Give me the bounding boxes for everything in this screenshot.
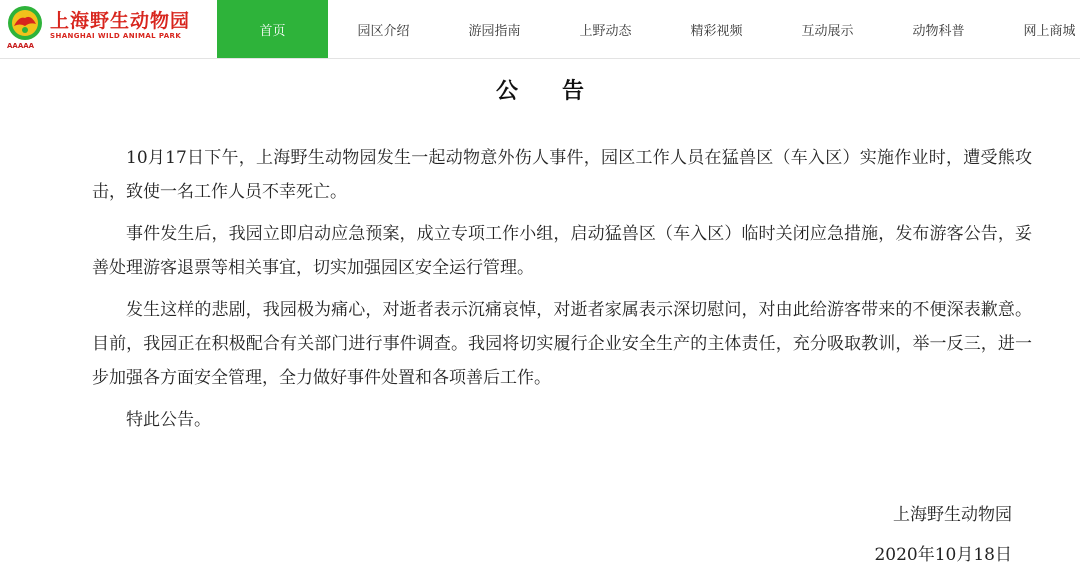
notice-paragraph-2: 事件发生后，我园立即启动应急预案，成立专项工作小组，启动猛兽区（车入区）临时关闭应急措施，发布游客公告，妥善处理游客退票等相关事宜，切实加强园区安全运行管理。 — [92, 224, 1032, 278]
site-logo[interactable] — [6, 4, 206, 54]
logo-title-en: SHANGHAI WILD ANIMAL PARK — [50, 32, 182, 40]
nav-item-visitor-guide[interactable]: 游园指南 — [468, 23, 521, 39]
rating-label: AAAAA — [7, 42, 35, 50]
notice-date: 2020年10月18日 — [874, 545, 1012, 564]
nav-item-interactive[interactable]: 互动展示 — [801, 23, 854, 39]
notice-paragraph-1: 10月17日下午，上海野生动物园发生一起动物意外伤人事件，园区工作人员在猛兽区（车入区）实施作业时，遭受熊攻击，致使一名工作人员不幸死亡。 — [92, 148, 1032, 202]
nav-item-videos[interactable]: 精彩视频 — [690, 23, 743, 39]
notice-paragraph-4: 特此公告。 — [126, 410, 211, 430]
nav-item-online-shop[interactable]: 网上商城 — [1023, 23, 1076, 39]
nav-item-news[interactable]: 上野动态 — [579, 23, 632, 39]
nav-item-animal-science[interactable]: 动物科普 — [912, 23, 965, 39]
site-header — [0, 0, 1080, 59]
notice-signature: 上海野生动物园 — [893, 505, 1012, 525]
main-nav — [217, 0, 1080, 58]
nav-item-park-intro[interactable]: 园区介绍 — [357, 23, 410, 39]
nav-item-home[interactable]: 首页 — [217, 0, 328, 58]
notice-title: 公告 — [495, 78, 628, 104]
zoo-emblem-icon — [6, 4, 44, 54]
logo-title-cn: 上海野生动物园 — [50, 10, 191, 32]
notice-body — [92, 141, 1032, 445]
notice-paragraph-3: 发生这样的悲剧，我园极为痛心，对逝者表示沉痛哀悼，对逝者家属表示深切慰问，对由此给游客带来的不便深表歉意。目前，我园正在积极配合有关部门进行事件调查。我园将切实履行企业安全生产的主体责任，充分吸取教训，举一反三，进一步加强各方面安全管理，全力做好事件处置和各项善后工作。 — [92, 300, 1032, 388]
